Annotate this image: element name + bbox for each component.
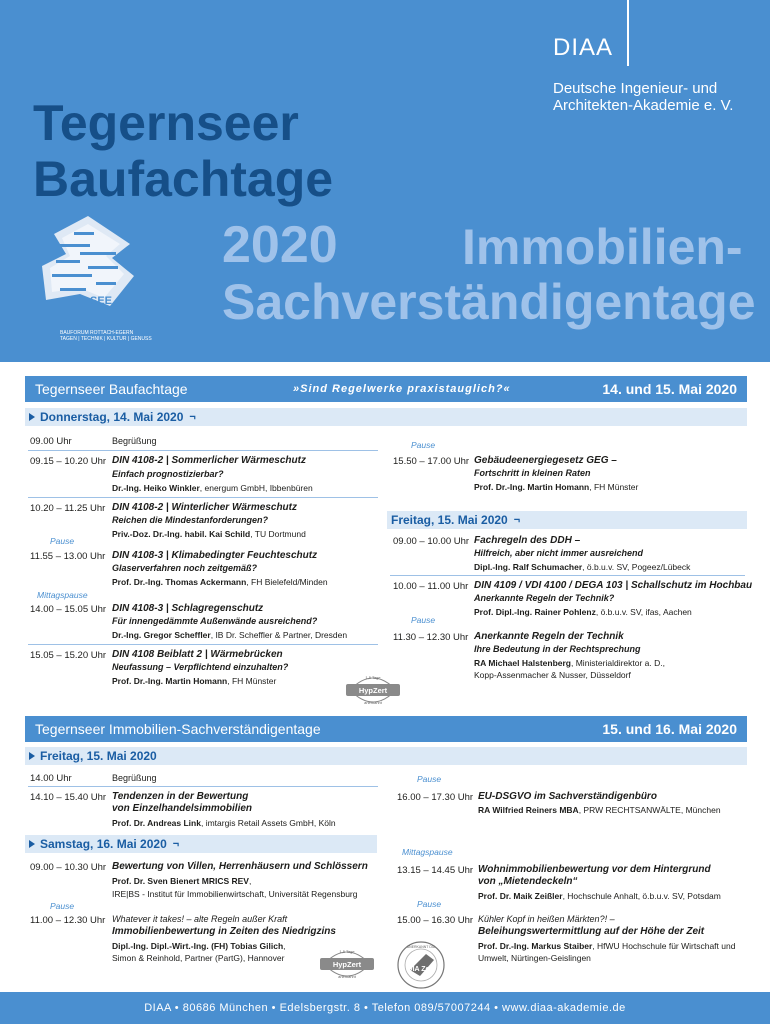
day-header-friday-2	[25, 747, 747, 765]
speaker-line2: Simon & Reinhold, Partner (PartG), Hannover	[112, 953, 285, 963]
speaker-affiliation: , IB Dr. Scheffler & Partner, Dresden	[210, 630, 348, 640]
arrow-icon: ¬	[189, 411, 196, 423]
speaker-name: Prof. Dr. Sven Bienert MRICS REV	[112, 876, 249, 886]
arrow-icon: ¬	[513, 514, 521, 526]
session-title: Fachregeln des DDH –	[474, 535, 581, 546]
time: 13.15 – 14.45 Uhr	[397, 865, 474, 876]
time: 11.00 – 12.30 Uhr	[30, 915, 106, 926]
speaker-name: Prof. Dipl.-Ing. Rainer Pohlenz	[474, 607, 596, 617]
day-label: Freitag, 15. Mai 2020	[391, 513, 508, 527]
section1-dates: 14. und 15. Mai 2020	[602, 381, 737, 397]
session-title: Gebäudeenergiegesetz GEG –	[474, 455, 617, 466]
time: 15.00 – 16.30 Uhr	[397, 915, 474, 926]
session-title: Anerkannte Regeln der Technik	[474, 631, 624, 642]
speaker-name: Prof. Dr.-Ing. Markus Staiber	[478, 941, 593, 951]
pause-label: Pause	[417, 899, 442, 909]
speaker-name: RA Wilfried Reiners MBA	[478, 805, 579, 815]
speaker	[112, 941, 286, 951]
speaker-affiliation: , HfWU Hochschule für Wirtschaft und	[592, 941, 736, 951]
pause-label: Pause	[411, 440, 436, 450]
section2-dates: 15. und 16. Mai 2020	[602, 721, 737, 737]
hypzert-top: 1,5 Tage	[339, 949, 355, 954]
subtitle-line2: Sachverständigentage	[222, 274, 756, 330]
time: 09.00 Uhr	[30, 436, 72, 447]
hypzert-seal-icon	[344, 670, 402, 710]
title-line1: Tegernseer	[33, 95, 299, 151]
diaa-logo: DIAA	[553, 34, 614, 61]
divider	[28, 450, 378, 451]
cloud-word: SEE	[90, 295, 113, 307]
title-line2: Baufachtage	[33, 151, 334, 207]
diazert-ring: ANERKANNT DIA	[406, 945, 436, 949]
speaker-affiliation: , Hochschule Anhalt, ö.b.u.v. SV, Potsdam	[562, 891, 721, 901]
arrow-icon: ¬	[172, 838, 180, 850]
welcome: Begrüßung	[112, 773, 157, 783]
session-pretitle: Kühler Kopf in heißen Märkten?! –	[478, 914, 615, 924]
session-subtitle: Reichen die Mindestanforderungen?	[112, 515, 269, 525]
speaker-affiliation: , FH Münster	[589, 482, 639, 492]
speaker-name: Prof. Dr. Maik Zeißler	[478, 891, 563, 901]
speaker-affiliation: , Ministerialdirektor a. D.,	[571, 658, 665, 668]
diazert-label: DIA Zert	[407, 966, 435, 973]
speaker-name: Prof. Dr.-Ing. Martin Homann	[112, 676, 228, 686]
time: 10.20 – 11.25 Uhr	[30, 503, 106, 514]
session-title: Beleihungswertermittlung auf der Höhe der Zeit	[478, 926, 705, 937]
speaker-affiliation: , TU Dortmund	[250, 529, 306, 539]
session-title-line2: von „Mietendeckeln“	[478, 876, 578, 887]
session-subtitle: Einfach prognostizierbar?	[112, 469, 224, 479]
time: 14.00 Uhr	[30, 773, 72, 784]
section2-band	[25, 716, 747, 742]
speaker	[474, 607, 692, 617]
session-title: EU-DSGVO im Sachverständigenbüro	[478, 791, 657, 802]
session-title: Immobilienbewertung in Zeiten des Niedrigzins	[112, 926, 336, 937]
session-subtitle: Fortschritt in kleinen Raten	[474, 468, 591, 478]
speaker-name: Dr.-Ing. Gregor Scheffler	[112, 630, 211, 640]
day-header-friday	[387, 511, 747, 529]
day-label: Freitag, 15. Mai 2020	[40, 749, 157, 763]
speaker-affiliation: , energum GmbH, Ibbenbüren	[199, 483, 313, 493]
cloud-caption-line1: BAUFORUM ROTTACH-EGERN	[60, 330, 134, 336]
session-subtitle: Glaserverfahren noch zeitgemäß?	[112, 563, 258, 573]
session-title: Bewertung von Villen, Herrenhäusern und Schlössern	[112, 861, 368, 872]
triangle-icon	[29, 840, 35, 848]
speaker	[112, 876, 251, 886]
speaker-line2: IRE|BS - Institut für Immobilienwirtschaft, Universität Regensburg	[112, 889, 358, 899]
pause-label: Pause	[50, 901, 75, 911]
time: 16.00 – 17.30 Uhr	[397, 792, 474, 803]
divider	[28, 786, 378, 787]
speaker-name: RA Michael Halstenberg	[474, 658, 571, 668]
speaker-name: Dipl.-Ing. Ralf Schumacher	[474, 562, 583, 572]
session-title: Wohnimmobilienbewertung vor dem Hintergrund	[478, 864, 711, 875]
triangle-icon	[29, 413, 35, 421]
pause-label: Mittagspause	[37, 590, 88, 600]
speaker-affiliation: , imtargis Retail Assets GmbH, Köln	[200, 818, 336, 828]
session-title: DIN 4108-2 | Winterlicher Wärmeschutz	[112, 502, 297, 513]
session-title: DIN 4108-3 | Klimabedingter Feuchteschutz	[112, 550, 318, 561]
subtitle-line1: Immobilien-	[462, 219, 743, 275]
time: 14.00 – 15.05 Uhr	[30, 604, 107, 615]
speaker	[474, 562, 690, 572]
speaker	[478, 941, 735, 951]
pause-label: Mittagspause	[402, 847, 453, 857]
day-label: Donnerstag, 14. Mai 2020	[40, 410, 184, 424]
welcome: Begrüßung	[112, 436, 157, 446]
speaker-line2: Kopp-Assenmacher & Nusser, Düsseldorf	[474, 670, 631, 680]
session-subtitle: Für innengedämmte Außenwände ausreichend?	[112, 616, 318, 626]
speaker-name: Prof. Dr.-Ing. Martin Homann	[474, 482, 590, 492]
hypzert-bottom: anerkannt	[338, 974, 356, 979]
hypzert-bottom: anerkannt	[364, 700, 382, 705]
speaker	[478, 891, 721, 901]
org-name-line2: Architekten-Akademie e. V.	[553, 97, 734, 114]
speaker-affiliation: , FH Bielefeld/Minden	[246, 577, 328, 587]
speaker-name: Prof. Dr. Andreas Link	[112, 818, 201, 828]
time: 09.00 – 10.00 Uhr	[393, 536, 470, 547]
session-subtitle: Neufassung – Verpflichtend einzuhalten?	[112, 662, 289, 672]
pause-label: Pause	[50, 536, 75, 546]
section1-band	[25, 376, 747, 402]
speaker-affiliation: , ö.b.u.v. SV, ifas, Aachen	[595, 607, 692, 617]
session-title: DIN 4108-3 | Schlagregenschutz	[112, 603, 264, 614]
session-title: Tendenzen in der Bewertung	[112, 791, 249, 802]
speaker-line2: Umwelt, Nürtingen-Geislingen	[478, 953, 591, 963]
hypzert-label: HypZert	[358, 686, 388, 695]
hypzert-label: HypZert	[332, 960, 362, 969]
divider	[390, 575, 745, 576]
speaker-name: Prof. Dr.-Ing. Thomas Ackermann	[112, 577, 247, 587]
speaker	[474, 482, 638, 492]
session-subtitle: Hilfreich, aber nicht immer ausreichend	[474, 548, 644, 558]
time: 11.55 – 13.00 Uhr	[30, 551, 106, 562]
speaker	[112, 577, 328, 587]
time: 09.15 – 10.20 Uhr	[30, 456, 107, 467]
org-name	[553, 80, 733, 114]
footer: DIAA • 80686 München • Edelsbergstr. 8 • Telefon 089/57007244 • www.diaa-akademie.de	[0, 992, 770, 1024]
speaker	[474, 658, 665, 668]
diazert-seal-icon	[396, 940, 446, 990]
speaker	[112, 483, 313, 493]
section2-title: Tegernseer Immobilien-Sachverständigentage	[35, 721, 321, 737]
speaker	[478, 805, 721, 815]
time: 10.00 – 11.00 Uhr	[393, 581, 469, 592]
divider	[28, 497, 378, 498]
speaker-name: Dr.-Ing. Heiko Winkler	[112, 483, 200, 493]
header-banner	[0, 0, 770, 362]
hypzert-top: 1,5 Tage	[365, 675, 381, 680]
session-title: DIN 4108-2 | Sommerlicher Wärmeschutz	[112, 455, 306, 466]
word-cloud-logo-icon	[40, 214, 136, 330]
session-title: DIN 4109 / VDI 4100 / DEGA 103 | Schallschutz im Hochbau	[474, 580, 753, 591]
time: 14.10 – 15.40 Uhr	[30, 792, 107, 803]
time: 15.50 – 17.00 Uhr	[393, 456, 470, 467]
session-subtitle: Anerkannte Regeln der Technik?	[474, 593, 615, 603]
day-label: Samstag, 16. Mai 2020	[40, 837, 167, 851]
section1-motto: »Sind Regelwerke praxistauglich?«	[293, 383, 511, 395]
session-title-line2: von Einzelhandelsimmobilien	[112, 803, 253, 814]
session-pretitle: Whatever it takes! – alte Regeln außer Kraft	[112, 914, 288, 924]
pause-label: Pause	[411, 615, 436, 625]
time: 11.30 – 12.30 Uhr	[393, 632, 469, 643]
hypzert-seal-icon	[318, 944, 376, 984]
cloud-caption	[60, 330, 152, 342]
speaker	[112, 676, 276, 686]
day-header-thursday	[25, 408, 747, 426]
speaker-affiliation: ,	[283, 941, 286, 951]
speaker-affiliation: , PRW RECHTSANWÄLTE, München	[578, 805, 721, 815]
day-header-saturday	[25, 835, 377, 853]
speaker-affiliation: ,	[248, 876, 252, 886]
event-year: 2020	[222, 216, 338, 274]
session-subtitle: Ihre Bedeutung in der Rechtsprechung	[474, 644, 641, 654]
session-title: DIN 4108 Beiblatt 2 | Wärmebrücken	[112, 649, 283, 660]
speaker	[112, 630, 347, 640]
triangle-icon	[29, 752, 35, 760]
divider	[28, 644, 378, 645]
pause-label: Pause	[417, 774, 442, 784]
section1-title: Tegernseer Baufachtage	[35, 381, 188, 397]
speaker	[112, 818, 336, 828]
speaker-name: Priv.-Doz. Dr.-Ing. habil. Kai Schild	[112, 529, 251, 539]
logo-divider	[627, 0, 629, 66]
org-name-line1: Deutsche Ingenieur- und	[553, 80, 718, 97]
speaker-affiliation: , ö.b.u.v. SV, Pogeez/Lübeck	[582, 562, 691, 572]
speaker-affiliation: , FH Münster	[227, 676, 277, 686]
speaker	[112, 529, 306, 539]
time: 15.05 – 15.20 Uhr	[30, 650, 107, 661]
time: 09.00 – 10.30 Uhr	[30, 862, 107, 873]
cloud-caption-line2: TAGEN | TECHNIK | KULTUR | GENUSS	[60, 336, 152, 342]
speaker-name: Dipl.-Ing. Dipl.-Wirt.-Ing. (FH) Tobias Gilich	[112, 941, 284, 951]
